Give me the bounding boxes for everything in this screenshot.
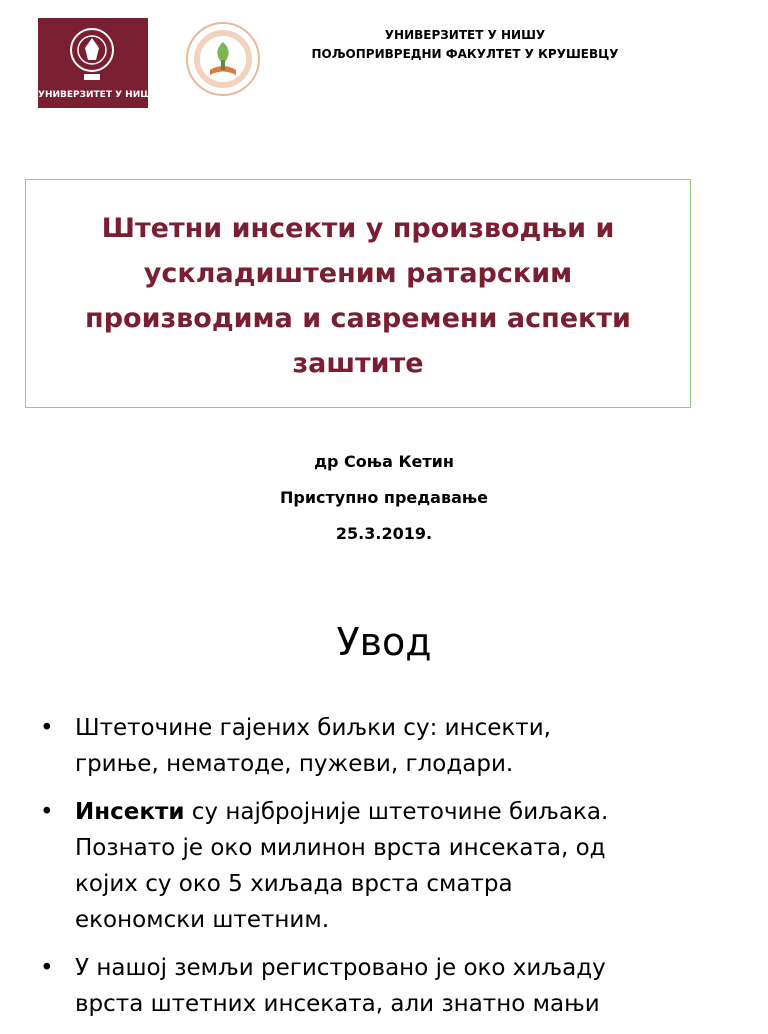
lecture-title	[26, 206, 690, 386]
list-item	[40, 794, 740, 938]
institution-header	[260, 26, 670, 64]
faculty-logo-icon	[184, 20, 262, 98]
bullet-line: • У нашој земљи регистровано је око хиљаду	[75, 955, 606, 981]
list-item	[40, 950, 740, 1022]
bullet-line: врста штетних инсеката, али знатно мањи	[75, 991, 600, 1017]
title-line: ускладиштеним ратарским	[143, 258, 573, 289]
title-line: заштите	[292, 348, 424, 379]
bullet-line: економски штетним.	[75, 907, 330, 933]
bullet-line: грињe, нематоде, пужеви, глодари.	[75, 751, 514, 777]
lecture-type: Приступно предавање	[279, 488, 489, 507]
lecture-date: 25.3.2019.	[335, 524, 433, 543]
title-line: Штетни инсекти у производњи и	[101, 213, 615, 244]
bullet-line: • Штеточине гајених биљки су: инсекти,	[75, 715, 551, 741]
section-heading: Увод	[336, 620, 432, 664]
logo-caption: УНИВЕРЗИТЕТ У НИШУ	[38, 90, 159, 100]
list-item	[40, 710, 740, 782]
bullet-line: Познато је око милинон врста инсеката, од	[75, 835, 606, 861]
university-logo	[38, 18, 159, 108]
title-line: производима и савремени аспекти	[85, 303, 631, 334]
bullet-line	[75, 794, 740, 830]
bold-term: Инсекти	[75, 799, 185, 825]
bullet-text: су најбројније штеточине биљака.	[184, 799, 609, 825]
title-box	[25, 179, 691, 408]
faculty-name: ПОЉОПРИВРЕДНИ ФАКУЛТЕТ У КРУШЕВЦУ	[311, 47, 619, 61]
university-seal-icon	[69, 24, 115, 86]
bullet-line: којих су око 5 хиљада врста сматра	[75, 871, 513, 897]
intro-bullet-list	[40, 710, 740, 1034]
author-name: др Соња Кетин	[314, 452, 454, 471]
university-name: УНИВЕРЗИТЕТ У НИШУ	[384, 28, 546, 42]
